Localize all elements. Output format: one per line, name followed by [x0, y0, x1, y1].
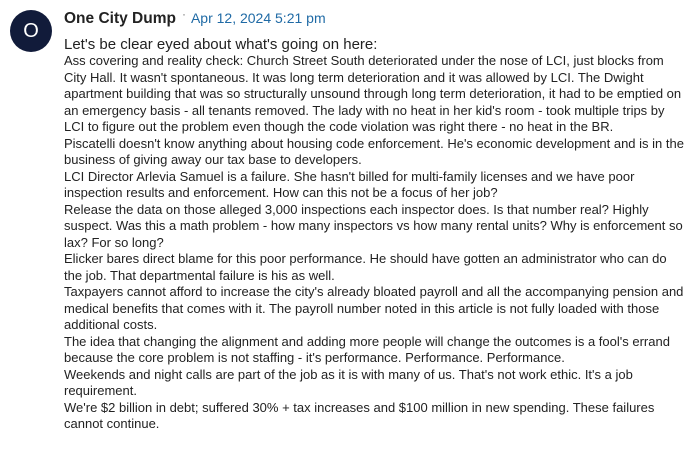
- avatar[interactable]: O: [10, 10, 52, 52]
- comment-paragraph: Piscatelli doesn't know anything about housing code enforcement. He's economic development and is in the business of giving away our tax base to developers.: [64, 135, 684, 167]
- comment-paragraph: LCI Director Arlevia Samuel is a failure. She hasn't billed for multi-family licenses and we have poor inspection results and enforcement. How can this not be a focus of her job?: [64, 168, 635, 200]
- header-separator: ·: [181, 7, 186, 21]
- comment-paragraph: Taxpayers cannot afford to increase the city's already bloated payroll and all the accompanying pension and medical benefits that comes with it. The payroll number noted in this article is not fully loaded with those additional costs.: [64, 284, 684, 332]
- comment-paragraph: Elicker bares direct blame for this poor performance. He should have gotten an administrator who can do the job. That departmental failure is his as well.: [64, 251, 667, 283]
- comment-paragraph: Release the data on those alleged 3,000 inspections each inspector does. Is that number real? Highly suspect. Was this a math problem - how many inspectors vs how many rental units? Why is enforcement so lax? For so long?: [64, 201, 683, 250]
- author-name[interactable]: One City Dump: [64, 10, 176, 27]
- comment-paragraph: The idea that changing the alignment and adding more people will change the outcomes is a fool's errand because the core problem is not staffing - it's performance. Performance. Performance.: [64, 333, 670, 365]
- comment-paragraph: We're $2 billion in debt; suffered 30% + tax increases and $100 million in new spending. These failures cannot continue.: [64, 399, 655, 431]
- comment-timestamp-link[interactable]: Apr 12, 2024 5:21 pm: [190, 10, 326, 26]
- comment-paragraph: Ass covering and reality check: Church Street South deteriorated under the nose of LCI, just blocks from City Hall. It wasn't spontaneous. It was long term deterioration and it was allowed by LCI. The Dwight apartment building that was so structurally unsound through long term deterioration, it had to be emptied on an emergency basis - all tenants removed. The lady with no heat in her kid's room - took multiple trips by LCI to figure out the problem even though the code violation was right there - no heat in the BR.: [64, 53, 682, 134]
- comment-body: [64, 36, 686, 433]
- comment-lead: Let's be clear eyed about what's going on here:: [64, 36, 378, 53]
- comment-header: [64, 7, 326, 34]
- comment-paragraph: Weekends and night calls are part of the job as it is with many of us. That's not work ethic. It's a job requirement.: [64, 366, 633, 398]
